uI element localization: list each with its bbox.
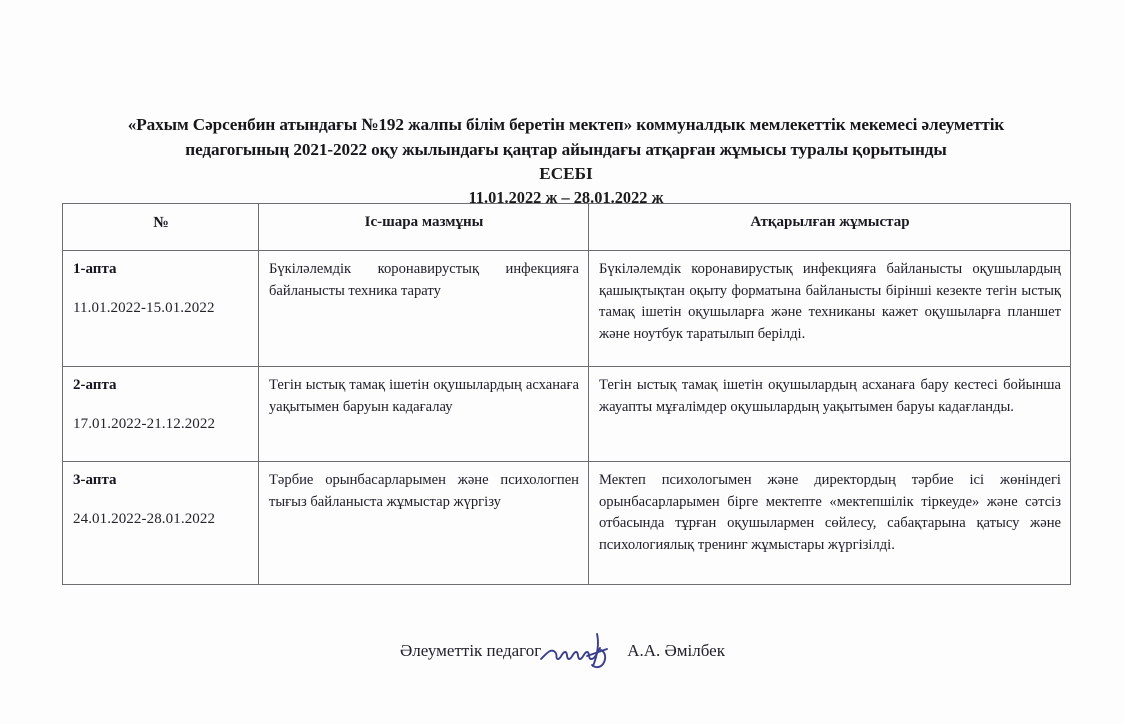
week-label: 2-апта (73, 377, 117, 393)
table-row (63, 462, 1071, 585)
title-line-2: педагогының 2021-2022 оқу жылындағы қаңтар айындағы атқарған жұмысы туралы қорытынды (185, 140, 947, 159)
column-header-done-label: Атқарылған жұмыстар (750, 214, 910, 230)
week-label: 3-апта (73, 472, 117, 488)
column-header-number-label: № (153, 214, 169, 231)
row-done-cell (589, 367, 1071, 462)
table-header (63, 204, 1071, 251)
week-date-range: 24.01.2022-28.01.2022 (73, 510, 216, 527)
row-week-cell (63, 367, 259, 462)
week-date-range: 17.01.2022-21.12.2022 (73, 415, 216, 432)
table-row (63, 251, 1071, 367)
week-date-range: 11.01.2022-15.01.2022 (73, 299, 215, 316)
document-title-block (62, 112, 1070, 209)
table-row (63, 367, 1071, 462)
report-table (62, 203, 1071, 585)
column-header-plan (259, 204, 589, 251)
row-plan-cell (259, 462, 589, 585)
row-plan-cell (259, 367, 589, 462)
signature-line (0, 641, 1125, 661)
table-header-row (63, 204, 1071, 251)
row-done-cell (589, 251, 1071, 367)
signature-name: А.А. Әмілбек (627, 641, 725, 660)
title-date-range: 11.01.2022 ж – 28.01.2022 ж (468, 188, 664, 207)
title-line-1: «Рахым Сәрсенбин атындағы №192 жалпы білім беретін мектеп» коммуналдык мемлекеттік мекемесі әлеуметтік (127, 115, 1005, 134)
plan-text: Тәрбие орынбасарларымен және психологпен тығыз байланыста жұмыстар жүргізу (269, 472, 579, 510)
row-plan-cell (259, 251, 589, 367)
row-week-cell (63, 251, 259, 367)
row-done-cell (589, 462, 1071, 585)
signature-role-label: Әлеуметтік педагог (400, 641, 542, 660)
table-body (63, 251, 1071, 585)
week-label: 1-апта (73, 261, 117, 277)
plan-text: Тегін ыстық тамақ ішетін оқушылардың асханаға уақытымен баруын кадағалау (269, 377, 579, 415)
done-text: Бүкіләлемдік коронавирустық инфекцияға байланысты оқушылардың қашықтықтан оқыту форматына байланысты бірінші кезекте тегін ыстық тамақ ішетін оқушыларға және техниканы кажет оқушыларға планшет және ноутбук таратылып берілді. (599, 261, 1061, 342)
plan-text: Бүкіләлемдік коронавирустық инфекцияға байланысты техника тарату (269, 261, 579, 299)
title-report-word: ЕСЕБІ (539, 164, 593, 183)
column-header-number (63, 204, 259, 251)
done-text: Мектеп психологымен және директордың тәрбие ісі жөніндегі орынбасарларымен бірге мектепте «мектепшілік тіркеуде» және сәтсіз отбасында тұрған оқушылармен сөйлесу, сабақтарына қатысу және психологиялық тренинг жұмыстары жүргізілді. (599, 472, 1061, 553)
column-header-done (589, 204, 1071, 251)
column-header-plan-label: Іс-шара мазмұны (364, 214, 484, 230)
row-week-cell (63, 462, 259, 585)
done-text: Тегін ыстық тамақ ішетін оқушылардың асханаға бару кестесі бойынша жауапты мұғалімдер оқушылардың уақытымен баруы кадағланды. (599, 377, 1061, 415)
